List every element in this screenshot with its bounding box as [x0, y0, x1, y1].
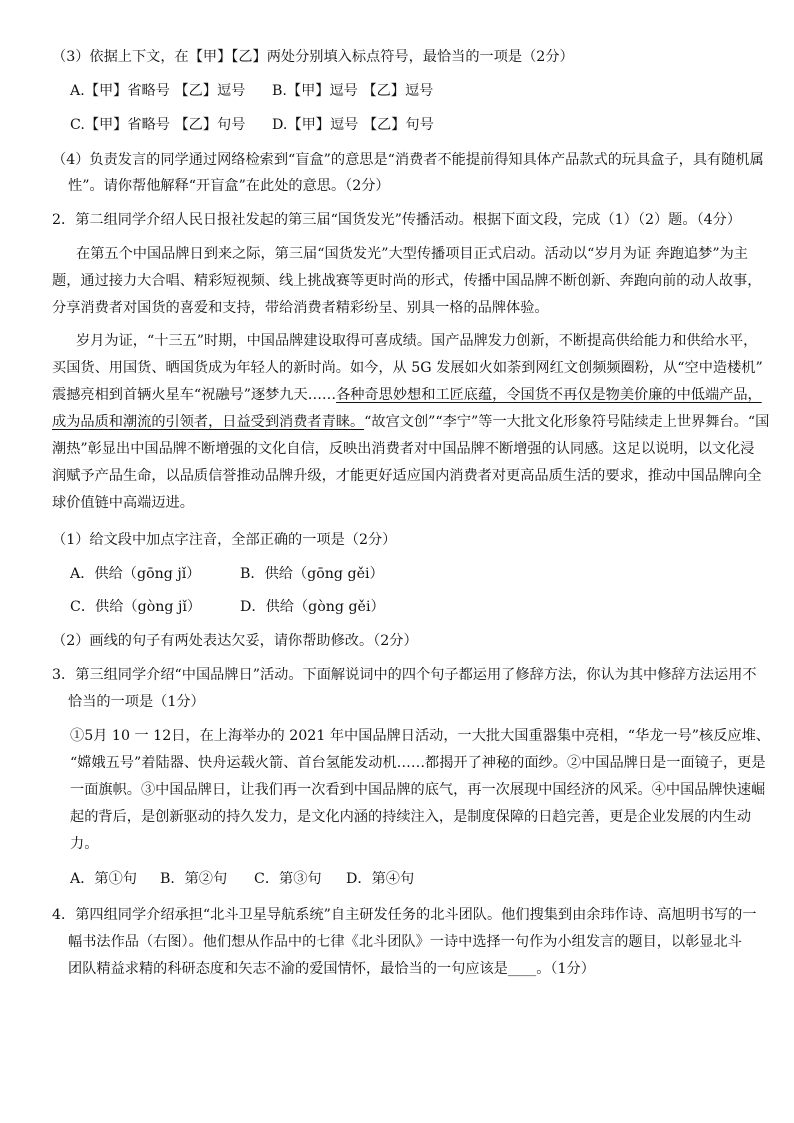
q2-para1-line-3: 分享消费者对国货的喜爱和支持，带给消费者精彩纷呈、别具一格的品牌体验。 [52, 300, 549, 316]
q1-3-option-c: C.【甲】省略号 【乙】句号 [70, 117, 246, 133]
q3-option-d: D．第④句 [346, 871, 415, 887]
q4-line-2: 幅书法作品（右图）。他们想从作品中的七律《北斗团队》一诗中选择一句作为小组发言的题目，以彰显北斗 [68, 934, 742, 950]
q2-underlined-sentence-part-1: 各种奇思妙想和工匠底蕴，令国货不再仅是物美价廉的中低端产品， [336, 387, 762, 403]
q2-para2-line-4 [52, 412, 769, 432]
q3-text-line-4: 起的背后，是创新驱动的持久发力，是文化内涵的持续注入，是制度保障的日趋完善，更是企业发展的内生动 [70, 809, 752, 825]
q4-line-3-tail: 。（1分） [536, 961, 595, 977]
q2-para2-line-5: 潮热”彰显出中国品牌不断增强的文化自信，反映出消费者对中国品牌不断增强的认同感。这足以说明，以文化浸 [52, 441, 755, 457]
q3-option-c: C．第③句 [254, 871, 322, 887]
q3-text-line-1: ①5月 10 一 12日，在上海举办的 2021 年中国品牌日活动，一大批大国重器集中亮相，“华龙一号”核反应堆、 [70, 728, 770, 744]
q2-sub1-stem: （1）给文段中加点字注音，全部正确的一项是（2分） [52, 532, 397, 548]
q2-para2-line-2: 买国货、用国货、晒国货成为年轻人的新时尚。如今，从 5G 发展如火如荼到网红文创频频圈粉，从“空中造楼机” [52, 360, 763, 376]
q3-option-b: B．第②句 [160, 871, 228, 887]
q2-sub2: （2）画线的句子有两处表达欠妥，请你帮助修改。（2分） [52, 633, 418, 649]
q2-para2-line-4-tail: “故宫文创”“李宁”等一大批文化形象符号陆续走上世界舞台。“国 [364, 414, 770, 430]
q2-sub1-option-c: C．供给（gòng jǐ） [70, 599, 202, 615]
q2-para1-line-2: 题，通过接力大合唱、精彩短视频、线上挑战赛等更时尚的形式，传播中国品牌不断创新、奔跑向前的动人故事， [52, 273, 762, 289]
q4-line-3-text: 团队精益求精的科研态度和矢志不渝的爱国情怀，最恰当的一句应该是 [68, 961, 508, 977]
q1-3-stem: （3）依据上下文，在【甲】【乙】两处分别填入标点符号，最恰当的一项是（2分） [52, 49, 574, 65]
q2-sub1-option-d: D．供给（gòng gěi） [240, 599, 385, 615]
q3-stem-line-1: 3．第三组同学介绍“中国品牌日”活动。下面解说词中的四个句子都运用了修辞方法，你认为其中修辞方法运用不 [52, 667, 757, 683]
q2-sub1-option-a: A．供给（gōng jǐ） [70, 566, 201, 582]
q3-text-line-3: 一面旗帜。③中国品牌日，让我们再一次看到中国品牌的底气，再一次展现中国经济的风采。④中国品牌快速崛 [70, 782, 766, 798]
q3-text-line-2: “嫦娥五号”着陆器、快舟运载火箭、首台氢能发动机……都揭开了神秘的面纱。②中国品牌日是一面镜子，更是 [70, 755, 766, 771]
q2-para2-line-3-head: 震撼亮相到首辆火星车“祝融号”逐梦九天…… [52, 387, 337, 403]
q3-text-line-5: 力。 [70, 836, 99, 852]
q1-3-option-b: B.【甲】逗号 【乙】逗号 [272, 83, 434, 99]
q2-stem: 2．第二组同学介绍人民日报社发起的第三届“国货发光”传播活动。根据下面文段，完成（1）（2）题。（4分） [52, 212, 742, 228]
q2-para2-line-3 [52, 385, 762, 405]
q1-4-line-2: 性”。请你帮他解释“开盲盒”在此处的意思。（2分） [68, 178, 390, 194]
q2-para2-line-7: 球价值链中高端迈进。 [52, 495, 194, 511]
q2-para2-line-1: 岁月为证，“十三五”时期，中国品牌建设取得可喜成绩。国产品牌发力创新，不断提高供给能力和供给水平， [76, 333, 758, 349]
q3-stem-line-2: 恰当的一项是（1分） [68, 694, 205, 710]
q1-4-line-1: （4）负责发言的同学通过网络检索到“盲盒”的意思是“消费者不能提前得知具体产品款式的玩具盒子，具有随机属 [52, 152, 764, 168]
q1-3-option-d: D.【甲】逗号 【乙】句号 [272, 117, 434, 133]
q4-line-1: 4．第四组同学介绍承担“北斗卫星导航系统”自主研发任务的北斗团队。他们搜集到由余玮作诗、高旭明书写的一 [52, 907, 757, 923]
q3-option-a: A．第①句 [70, 871, 137, 887]
q4-answer-blank: ____ [507, 961, 537, 977]
q1-3-option-a: A.【甲】省略号 【乙】逗号 [70, 83, 246, 99]
q4-line-3 [68, 959, 595, 979]
q2-para1-line-1: 在第五个中国品牌日到来之际，第三届“国货发光”大型传播项目正式启动。活动以“岁月为证 奔跑追梦”为主 [76, 246, 748, 262]
q2-underlined-sentence-part-2: 成为品质和潮流的引领者，日益受到消费者青睐。 [52, 414, 365, 430]
q2-sub1-option-b: B．供给（gōng gěi） [240, 566, 384, 582]
q2-para2-line-6: 润赋予产品生命，以品质信誉推动品牌升级，才能更好适应国内消费者对更高品质生活的要求，推动中国品牌向全 [52, 468, 762, 484]
